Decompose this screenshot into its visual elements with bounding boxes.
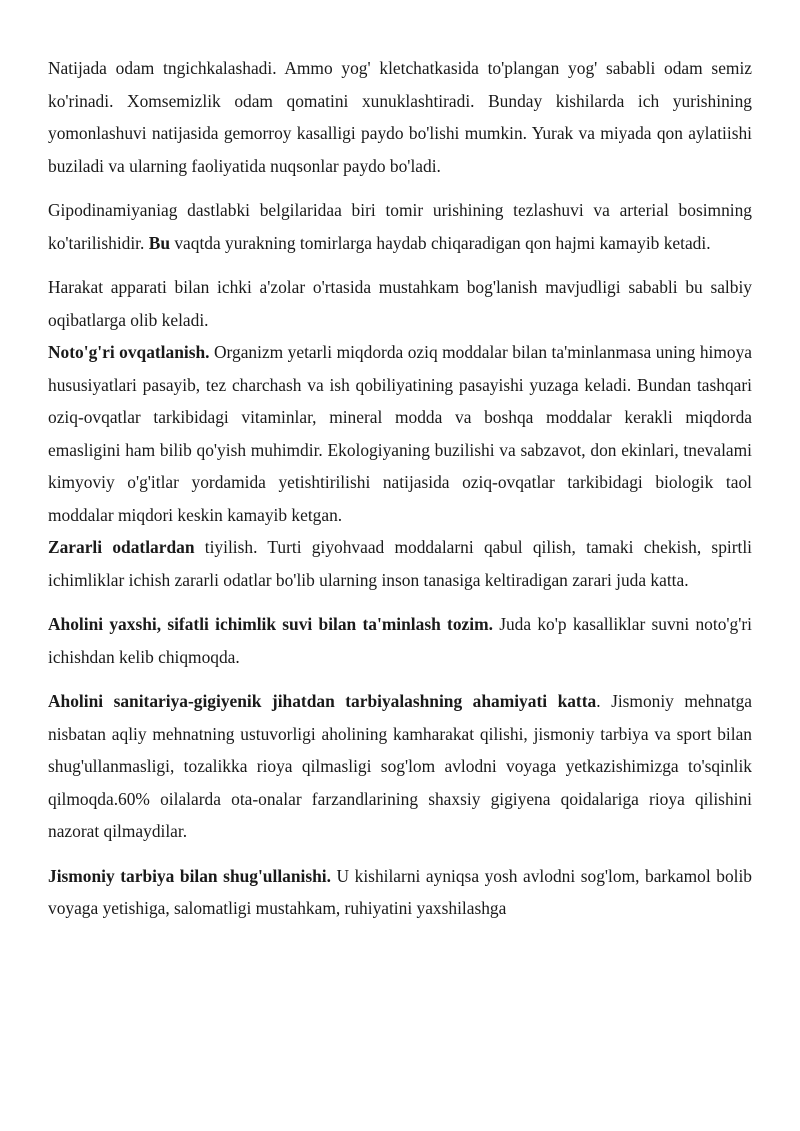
paragraph-obesity (48, 52, 752, 182)
paragraph-heading: Zararli odatlardan (48, 537, 195, 557)
paragraph-bold-lead: Bu (148, 232, 170, 253)
paragraph-text: Natijada odam tngichkalashadi. Ammo yog' kletchatkasida to'plangan yog' sababli odam semiz ko'rinadi. Xomsemizlik odam qomatini xunuklashtiradi. Bunday kishilarda ich yurishining yomonlashuvi natijasida gemorroy kasalligi paydo bo'lishi mumkin. Yurak va miyada qon aylatiishi buziladi va ularning faoliyatida nuqsonlar paydo bo'ladi. (48, 58, 752, 176)
document-page (48, 52, 752, 925)
paragraph-heading: Aholini yaxshi, sifatli ichimlik suvi bilan ta'minlash tozim. (48, 614, 493, 634)
paragraph-text: U kishilarni ayniqsa yosh avlodni sog'lom, barkamol bolib voyaga yetishiga, salomatligi mustahkam, ruhiyatini yaxshilashga (48, 865, 752, 918)
paragraph-heading: Noto'g'ri ovqatlanish. (48, 342, 210, 362)
paragraph-bad-habits (48, 531, 752, 596)
paragraph-text: Juda ko'p kasalliklar suvni noto'g'ri ichishdan kelib chiqmoqda. (48, 614, 752, 667)
paragraph-hypodynamia (48, 194, 752, 259)
paragraph-text: Harakat apparati bilan ichki a'zolar o'rtasida mustahkam bog'lanish mavjudligi sababli bu salbiy oqibatlarga olib keladi. (48, 277, 752, 330)
paragraph-text: Organizm yetarli miqdorda oziq moddalar bilan ta'minlanmasa uning himoya hususiyatlari pasayib, tez charchash va ish qobiliyatining pasayishi yuzaga keladi. Bundan tashqari oziq-ovqatlar tarkibidagi vitaminlar, mineral modda va boshqa moddalar kerakli miqdorda emasligini ham bilib qo'yish muhimdir. Ekologiyaning buzilishi va sabzavot, don ekinlari, tnevalami kimyoviy o'g'itlar yordamida yetishtirilishi natijasida oziq-ovqatlar tarkibidagi biologik taol moddalar miqdori keskin kamayib ketgan. (48, 342, 752, 525)
paragraph-nutrition (48, 336, 752, 531)
paragraph-sanitary-education (48, 685, 752, 848)
paragraph-heading: Aholini sanitariya-gigiyenik jihatdan tarbiyalashning ahamiyati katta (48, 691, 597, 711)
paragraph-motor-apparatus (48, 271, 752, 336)
paragraph-heading: Jismoniy tarbiya bilan shug'ullanishi. (48, 865, 331, 886)
paragraph-text: vaqtda yurakning tomirlarga haydab chiqaradigan qon hajmi kamayib ketadi. (170, 232, 711, 253)
paragraph-physical-education (48, 860, 752, 925)
paragraph-text-before: Gipodinamiyaniag dastlabki belgilaridaa biri tomir urishining tezlashuvi va arterial bosimning ko'tarilishidir. (48, 200, 752, 253)
paragraph-text: . Jismoniy mehnatga nisbatan aqliy mehnatning ustuvorligi aholining kamharakat qilishi, jismoniy tarbiya va sport bilan shug'ullanmasligi, tozalikka rioya qilmasligi sog'lom avlodni voyaga yetkazishimizga to'sqinlik qilmoqda.60% oilalarda ota-onalar farzandlarining shaxsiy gigiyena qoidalariga rioya qilishini nazorat qilmaydilar. (48, 691, 752, 841)
paragraph-drinking-water (48, 608, 752, 673)
paragraph-text: tiyilish. Turti giyohvaad moddalarni qabul qilish, tamaki chekish, spirtli ichimliklar ichish zararli odatlar bo'lib ularning inson tanasiga keltiradigan zarari juda katta. (48, 537, 753, 590)
